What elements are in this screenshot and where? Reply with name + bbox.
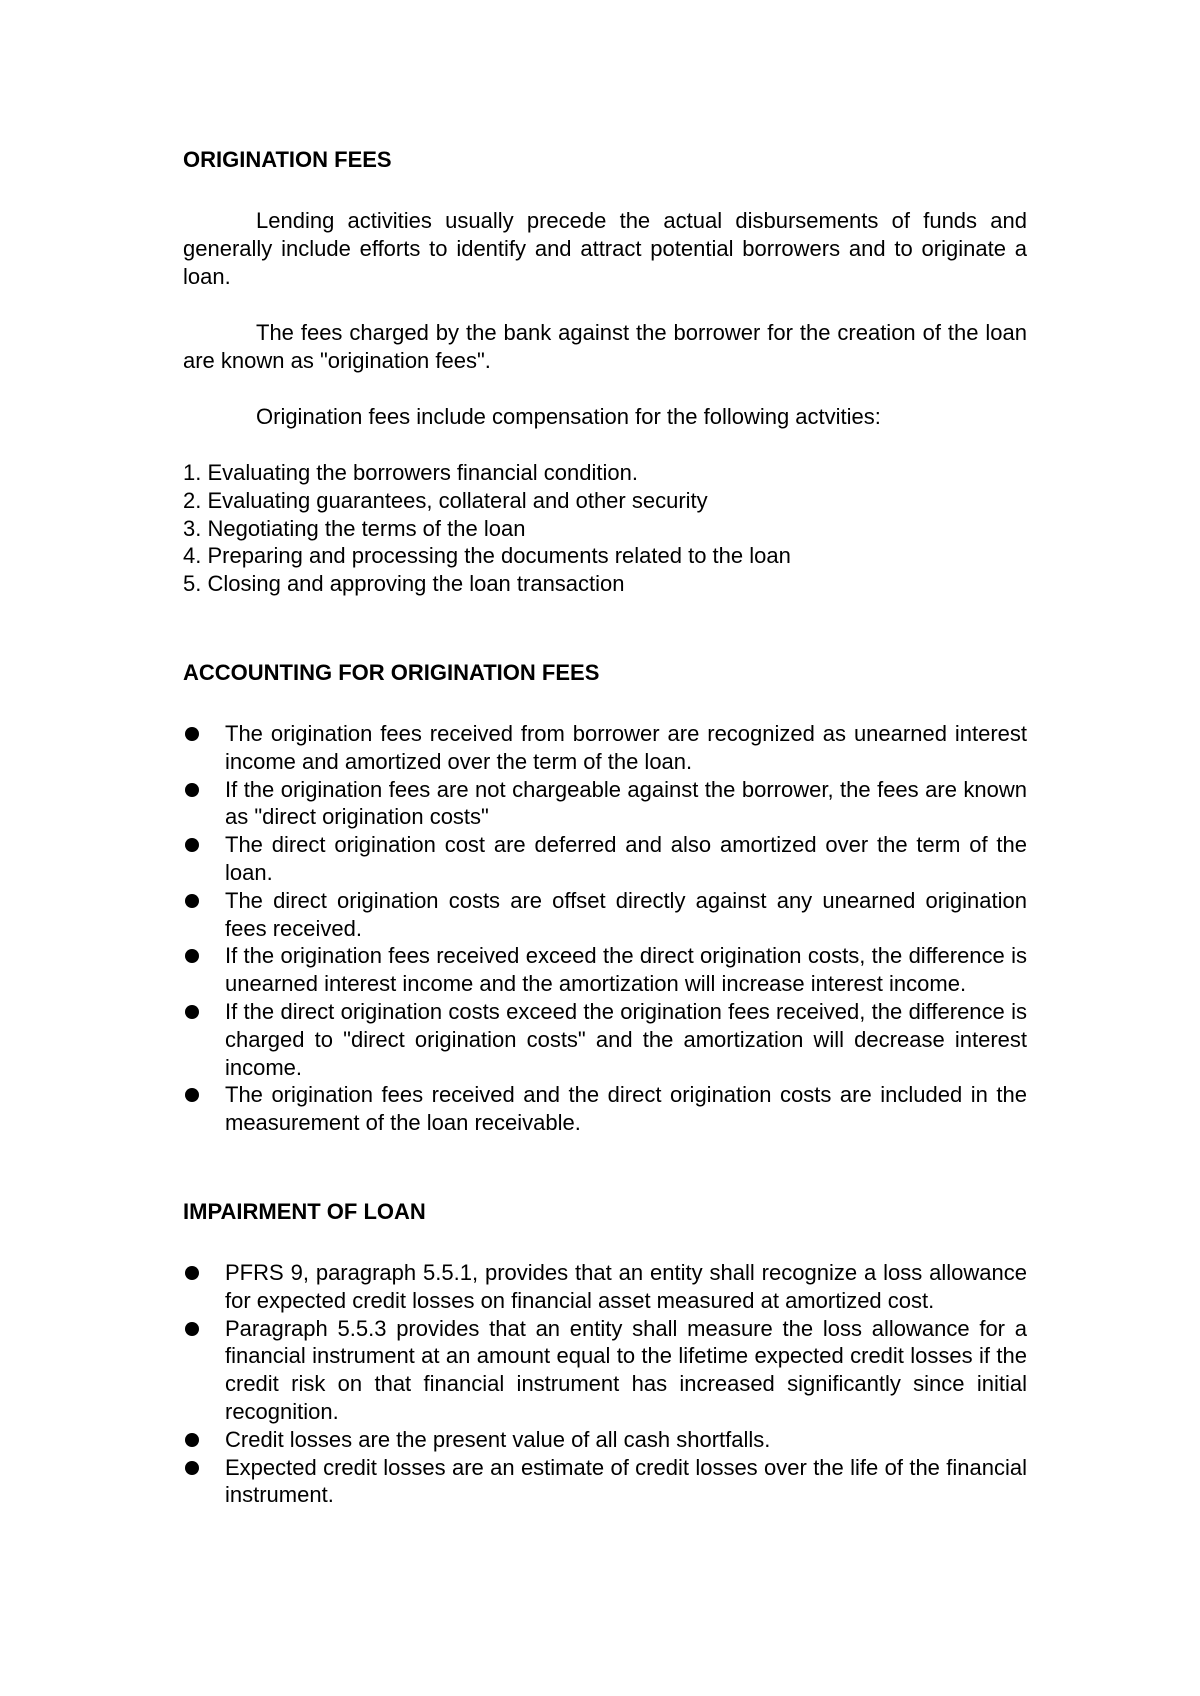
list-item [183, 720, 1027, 776]
spacer [183, 291, 1027, 319]
bullet-text: PFRS 9, paragraph 5.5.1, provides that an entity shall recognize a loss allowance for expected credit losses on financial asset measured at amortized cost. [225, 1259, 1027, 1313]
bullet-icon [185, 838, 199, 852]
list-item [183, 942, 1027, 998]
spacer [183, 1232, 1027, 1259]
heading-impairment-of-loan: IMPAIRMENT OF LOAN [183, 1198, 426, 1224]
spacer [183, 375, 1027, 403]
list-item: 5. Closing and approving the loan transaction [183, 571, 625, 597]
list-item [183, 776, 1027, 832]
heading-accounting-origination-fees: ACCOUNTING FOR ORIGINATION FEES [183, 659, 600, 685]
list-item [183, 998, 1027, 1081]
bullet-text: The origination fees received from borrower are recognized as unearned interest income and amortized over the term of the loan. [225, 720, 1027, 774]
list-item: 1. Evaluating the borrowers financial condition. [183, 460, 638, 485]
bullet-text: If the direct origination costs exceed the origination fees received, the difference is charged to "direct origination costs" and the amortization will decrease interest income. [225, 998, 1027, 1080]
impairment-bullets [183, 1259, 1027, 1509]
bullet-icon [185, 949, 199, 963]
bullet-icon [185, 1433, 199, 1447]
bullet-icon [185, 783, 199, 797]
spacer [183, 1137, 1027, 1192]
list-item [183, 887, 1027, 943]
spacer [183, 598, 1027, 653]
list-item: 4. Preparing and processing the documents related to the loan [183, 543, 791, 569]
bullet-text: The direct origination costs are offset directly against any unearned origination fees received. [225, 887, 1027, 941]
bullet-icon [185, 1088, 199, 1102]
document-page [183, 140, 1027, 1509]
spacer [183, 180, 1027, 207]
list-item [183, 1454, 1027, 1510]
list-item [183, 1315, 1027, 1426]
bullet-text: If the origination fees are not chargeable against the borrower, the fees are known as "direct origination costs" [225, 776, 1027, 830]
list-item [183, 1426, 1027, 1454]
bullet-icon [185, 894, 199, 908]
bullet-icon [185, 1322, 199, 1336]
bullet-text: Expected credit losses are an estimate of credit losses over the life of the financial instrument. [225, 1454, 1027, 1508]
paragraph-lending-activities: Lending activities usually precede the actual disbursements of funds and generally include efforts to identify and attract potential borrowers and to originate a loan. [183, 208, 1027, 289]
spacer [183, 431, 1027, 459]
bullet-text: If the origination fees received exceed the direct origination costs, the difference is unearned interest income and the amortization will increase interest income. [225, 943, 1027, 997]
list-item: 3. Negotiating the terms of the loan [183, 515, 526, 541]
list-item: 2. Evaluating guarantees, collateral and other security [183, 487, 708, 513]
bullet-icon [185, 1266, 199, 1280]
bullet-text: The origination fees received and the direct origination costs are included in the measurement of the loan receivable. [225, 1082, 1027, 1136]
list-item [183, 1081, 1027, 1137]
paragraph-fees-definition: The fees charged by the bank against the borrower for the creation of the loan are known as "origination fees". [183, 320, 1027, 373]
bullet-icon [185, 1461, 199, 1475]
paragraph-compensation-intro: Origination fees include compensation for the following actvities: [256, 404, 881, 429]
spacer [183, 693, 1027, 720]
activities-list [183, 459, 1027, 598]
bullet-text: The direct origination cost are deferred and also amortized over the term of the loan. [225, 832, 1027, 885]
bullet-icon [185, 1005, 199, 1019]
bullet-text: Credit losses are the present value of all cash shortfalls. [225, 1426, 771, 1452]
heading-origination-fees: ORIGINATION FEES [183, 147, 392, 172]
accounting-bullets [183, 720, 1027, 1137]
bullet-icon [185, 727, 199, 741]
list-item [183, 1259, 1027, 1315]
list-item [183, 831, 1027, 887]
bullet-text: Paragraph 5.5.3 provides that an entity shall measure the loss allowance for a financial instrument at an amount equal to the lifetime expected credit losses if the credit risk on that financial instrument has increased significantly since initial recognition. [225, 1315, 1027, 1424]
